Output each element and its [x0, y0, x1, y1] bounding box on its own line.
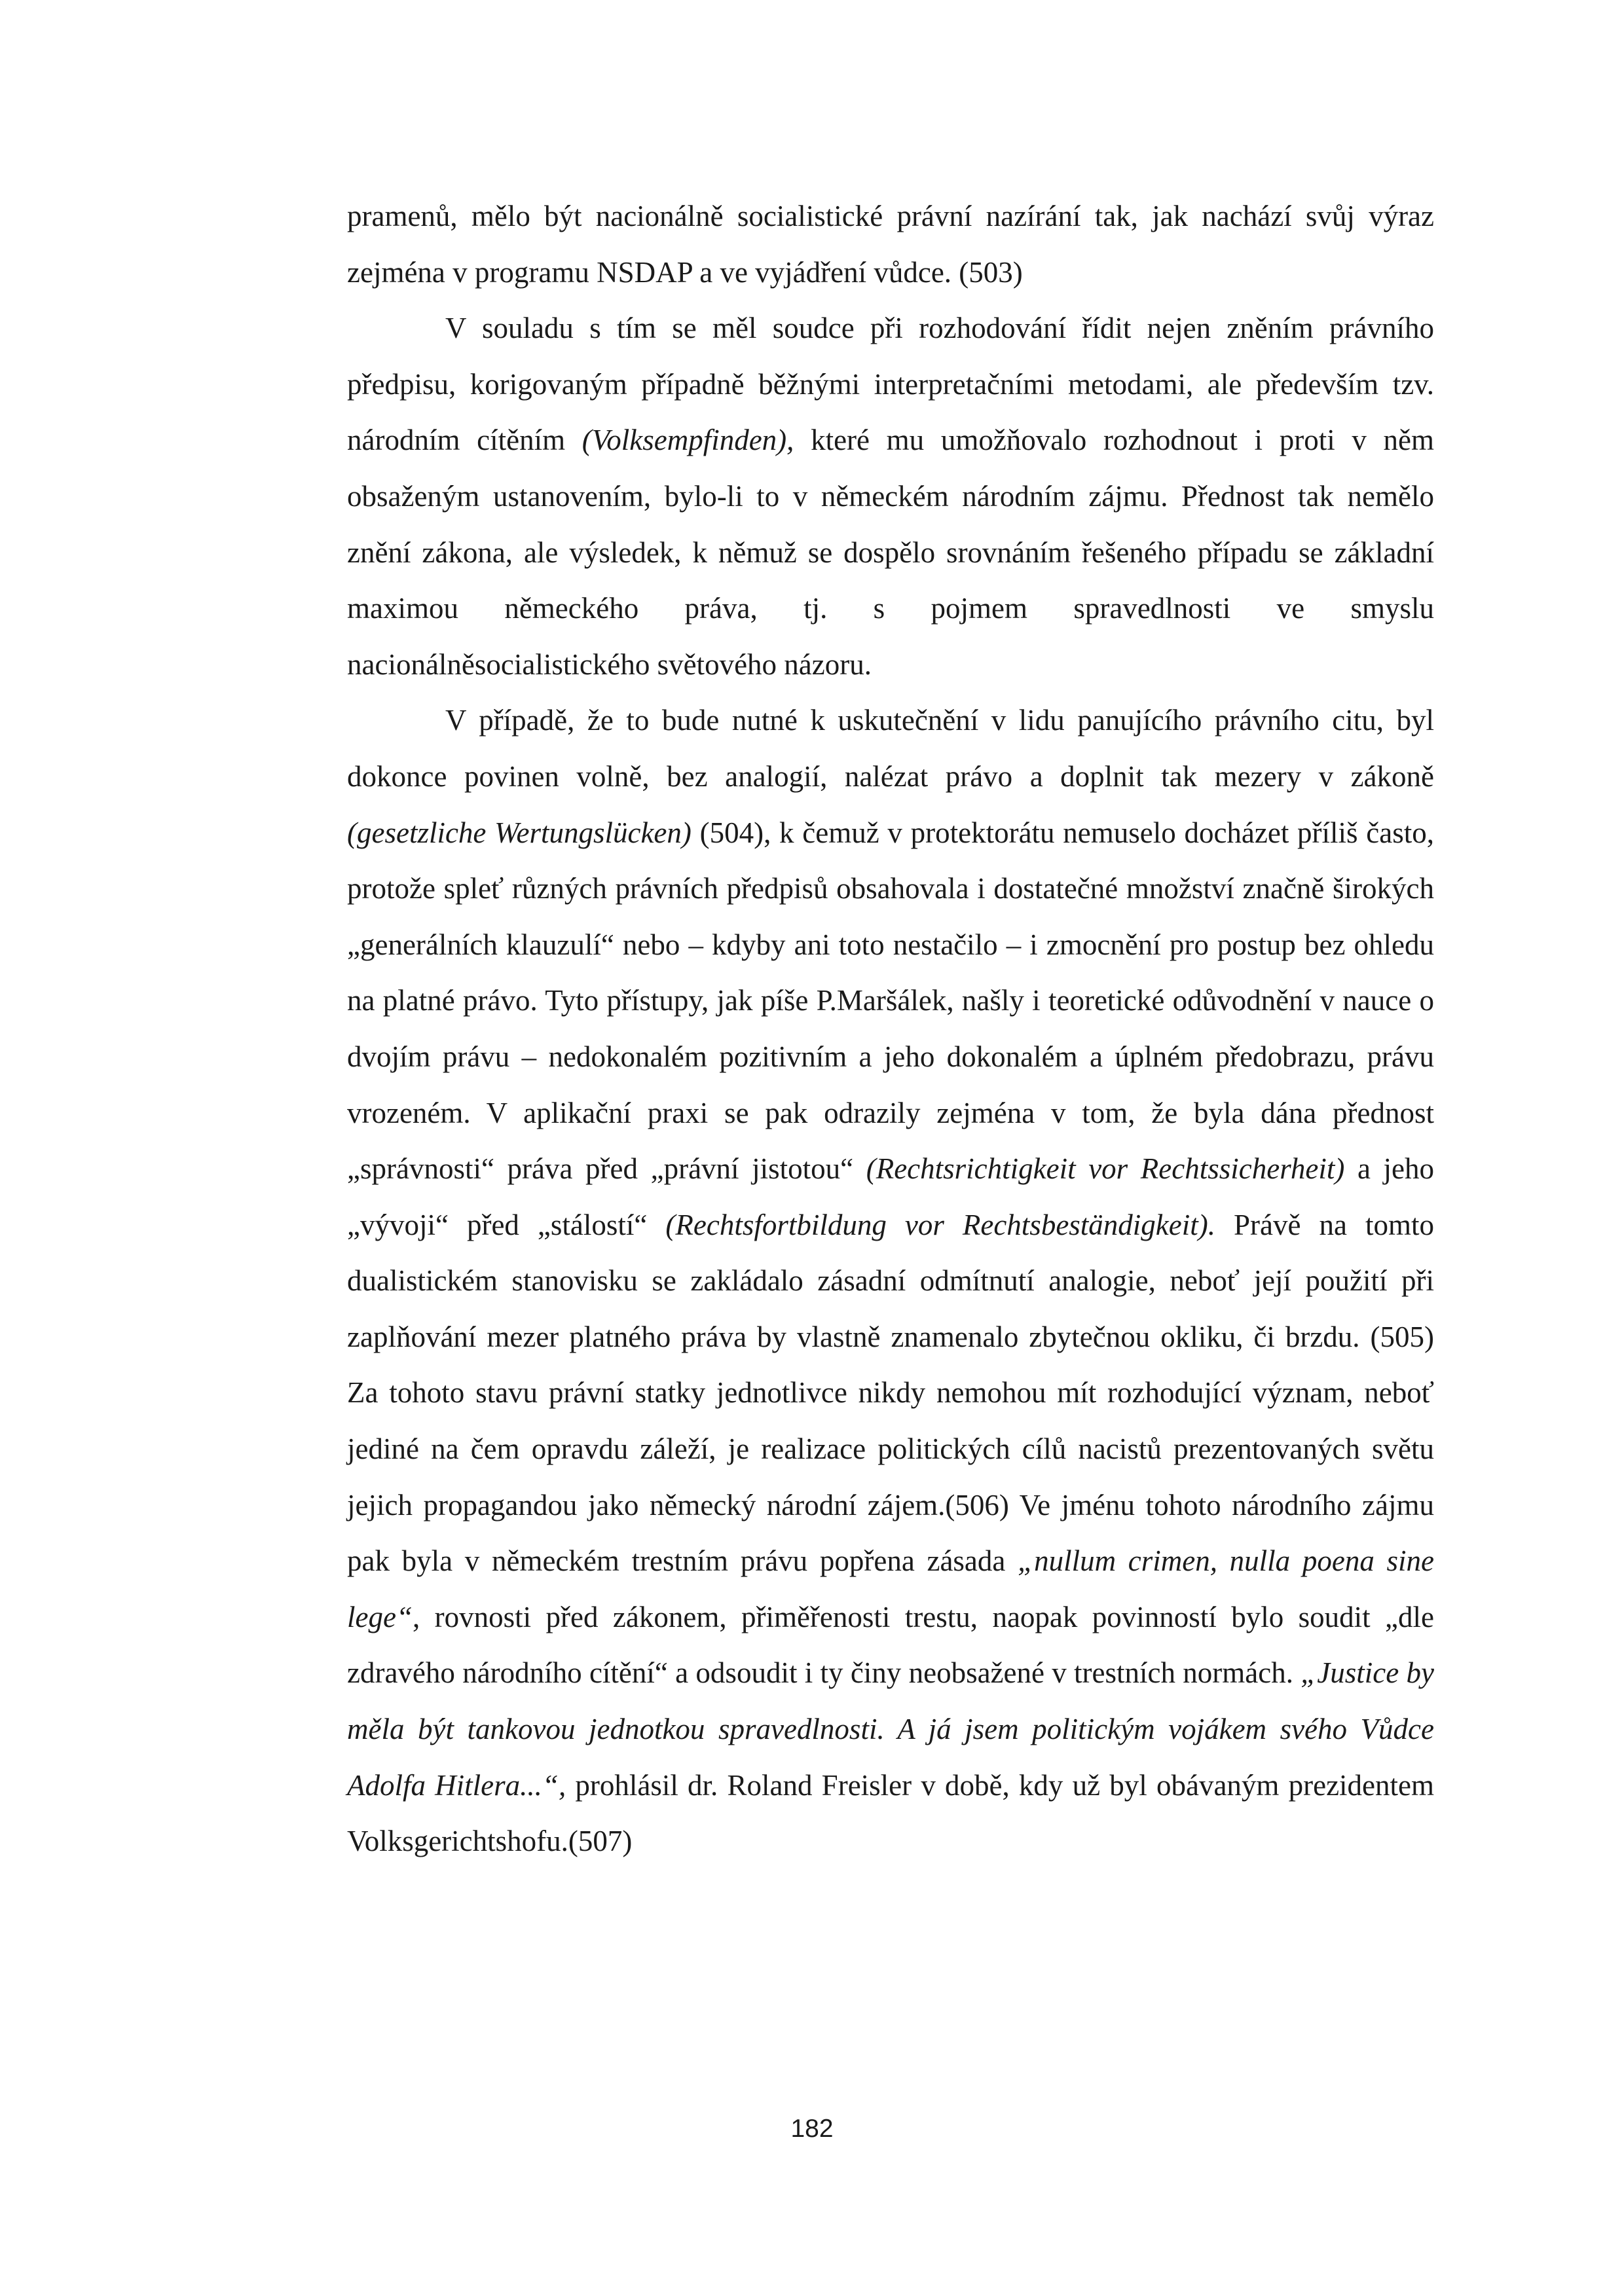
text-run: a jeho „vývoji“ před „stálostí“: [347, 1152, 1434, 1241]
page-number: 182: [790, 2115, 834, 2143]
paragraph: [347, 301, 1434, 693]
text-run: prohlásil dr. Roland Freisler v době, kdy už byl obávaným prezidentem Volksgerichtshofu.(507): [347, 1768, 1434, 1858]
text-run: , rovnosti před zákonem, přiměřenosti trestu, naopak povinností bylo soudit „dle zdravého národního cítění“ a odsoudit i ty činy neobsažené v trestních normách.: [347, 1600, 1434, 1690]
text-run: které mu umožňovalo rozhodnout i proti v něm obsaženým ustanovením, bylo-li to v německém národním zájmu. Přednost tak nemělo znění zákona, ale výsledek, k němuž se dospělo srovnáním řešeného případu se základní maximou německého práva, tj. s pojmem spravedlnosti ve smyslu nacionálněsocialistického světového názoru.: [347, 424, 1435, 681]
text-run: V souladu s tím se měl soudce při rozhodování řídit nejen zněním právního předpisu, korigovaným případně běžnými interpretačními metodami, ale především tzv. národním cítěním: [347, 312, 1434, 457]
paragraph: [347, 693, 1434, 1869]
italic-text-run: (Rechtsrichtigkeit vor Rechtssicherheit): [866, 1152, 1345, 1186]
body-text: [347, 189, 1434, 1870]
italic-text-run: (Volksempfinden),: [581, 424, 794, 457]
italic-text-run: „nullum crimen, nulla poena sine lege“: [347, 1544, 1434, 1633]
italic-text-run: (gesetzliche Wertungslücken): [347, 816, 692, 849]
text-run: pramenů, mělo být nacionálně socialistické právní nazírání tak, jak nachází svůj výraz zejména v programu NSDAP a ve vyjádření vůdce. (503): [347, 200, 1434, 289]
text-run: Právě na tomto dualistickém stanovisku se zakládalo zásadní odmítnutí analogie, neboť její použití při zaplňování mezer platného práva by vlastně znamenalo zbytečnou okliku, či brzdu. (505) Za tohoto stavu právní statky jednotlivce nikdy nemohou mít rozhodující význam, neboť jediné na čem opravdu záleží, je realizace politických cílů nacistů prezentovaných světu jejich propagandou jako německý národní zájem.(506) Ve jménu tohoto národního zájmu pak byla v německém trestním právu popřena zásada: [347, 1208, 1434, 1578]
italic-text-run: (Rechtsfortbildung vor Rechtsbeständigkeit).: [665, 1208, 1215, 1241]
text-run: V případě, že to bude nutné k uskutečnění v lidu panujícího právního citu, byl dokonce povinen volně, bez analogií, nalézat právo a doplnit tak mezery v zákoně: [347, 704, 1434, 793]
text-run: (504), k čemuž v protektorátu nemuselo docházet příliš často, protože spleť různých právních předpisů obsahovala i dostatečné množství značně širokých „generálních klauzulí“ nebo – kdyby ani toto nestačilo – i zmocnění pro postup bez ohledu na platné právo. Tyto přístupy, jak píše P.Maršálek, našly i teoretické odůvodnění v nauce o dvojím právu – nedokonalém pozitivním a jeho dokonalém a úplném předobrazu, právu vrozeném. V aplikační praxi se pak odrazily zejména v tom, že byla dána přednost „správnosti“ práva před „právní jistotou“: [347, 816, 1434, 1186]
italic-text-run: „Justice by měla být tankovou jednotkou spravedlnosti. A já jsem politickým vojákem svého Vůdce Adolfa Hitlera...“,: [347, 1656, 1435, 1802]
paragraph: [347, 189, 1434, 301]
